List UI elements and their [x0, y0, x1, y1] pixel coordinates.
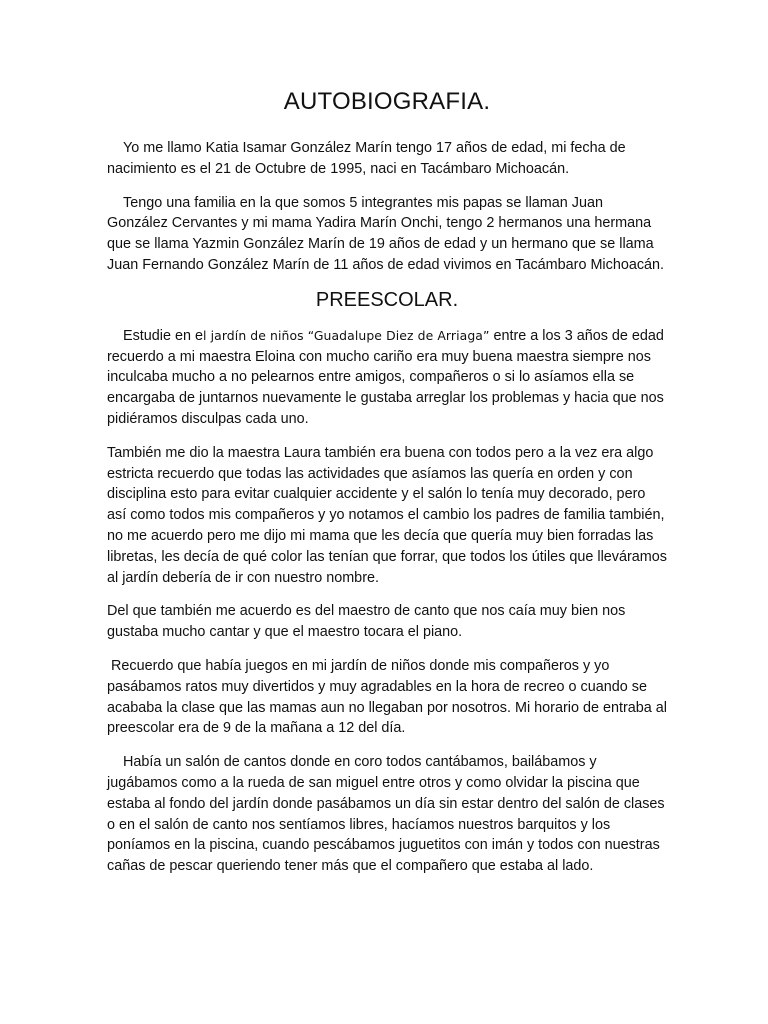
paragraph-preescolar-4 [107, 656, 667, 739]
kindergarten-name: l jardín de niños “Guadalupe Diez de Arriaga” [203, 327, 490, 343]
paragraph-preescolar-2-text: También me dio la maestra Laura también era buena con todos pero a la vez era algo estricta recuerdo que todas las actividades que asíamos las quería en orden y con disciplina esto para evitar cualquier accidente y el salón lo tenía muy decorado, pero así como todos mis compañeros y yo notamos el cambio los padres de familia también, no me acuerdo pero me dijo mi mama que les decía que quería muy bien forradas las libretas, les decía de qué color las tenían que forrar, que todos los útiles que lleváramos al jardín debería de ir con nuestro nombre. [107, 444, 667, 586]
paragraph-preescolar-5 [107, 752, 667, 877]
paragraph-intro-name [107, 138, 667, 180]
paragraph-intro-family-text: Tengo una familia en la que somos 5 integrantes mis papas se llaman Juan González Cervantes y mi mama Yadira Marín Onchi, tengo 2 hermanos una hermana que se llama Yazmin González Marín de 19 años de edad y un hermano que se llama Juan Fernando González Marín de 11 años de edad vivimos en Tacámbaro Michoacán. [107, 194, 665, 273]
paragraph-preescolar-2 [107, 443, 667, 589]
paragraph-intro-family [107, 193, 667, 276]
section-title-preescolar: PREESCOLAR. [315, 288, 459, 311]
document-title: AUTOBIOGRAFIA. [283, 88, 491, 115]
paragraph-preescolar-1-start: Estudie en e [123, 327, 204, 344]
paragraph-preescolar-3-text: Del que también me acuerdo es del maestro de canto que nos caía muy bien nos gustaba mucho cantar y que el maestro tocara el piano. [107, 603, 626, 641]
paragraph-preescolar-4-text: Recuerdo que había juegos en mi jardín de niños donde mis compañeros y yo pasábamos ratos muy divertidos y muy agradables en la hora de recreo o cuando se acababa la clase que las mamas aun no llegaban por nosotros. Mi horario de entraba al preescolar era de 9 de la mañana a 12 del día. [107, 657, 667, 737]
paragraph-preescolar-3 [107, 601, 667, 643]
paragraph-intro-name-text: Yo me llamo Katia Isamar González Marín tengo 17 años de edad, mi fecha de nacimiento es el 21 de Octubre de 1995, naci en Tacámbaro Michoacán. [107, 140, 626, 177]
paragraph-preescolar-1 [107, 326, 667, 430]
paragraph-preescolar-5-text: Había un salón de cantos donde en coro todos cantábamos, bailábamos y jugábamos como a la rueda de san miguel entre otros y como olvidar la piscina que estaba al fondo del jardín donde pasábamos un día sin estar dentro del salón de clases o en el salón de canto nos sentíamos libres, hacíamos nuestros barquitos y los poníamos en la piscina, cuando pescábamos juguetitos con imán y todos con nuestras cañas de pescar queriendo tener más que el compañero que estaba al lado. [107, 754, 665, 875]
document-page [107, 88, 667, 890]
paragraph-preescolar-1-rest: entre a los 3 años de edad recuerdo a mi maestra Eloina con mucho cariño era muy buena maestra siempre nos inculcaba mucho a no pelearnos entre amigos, compañeros o si lo asíamos ella se encargaba de juntarnos nuevamente le gustaba arreglar los problemas y hacia que nos pidiéramos disculpas cada uno. [107, 327, 664, 427]
